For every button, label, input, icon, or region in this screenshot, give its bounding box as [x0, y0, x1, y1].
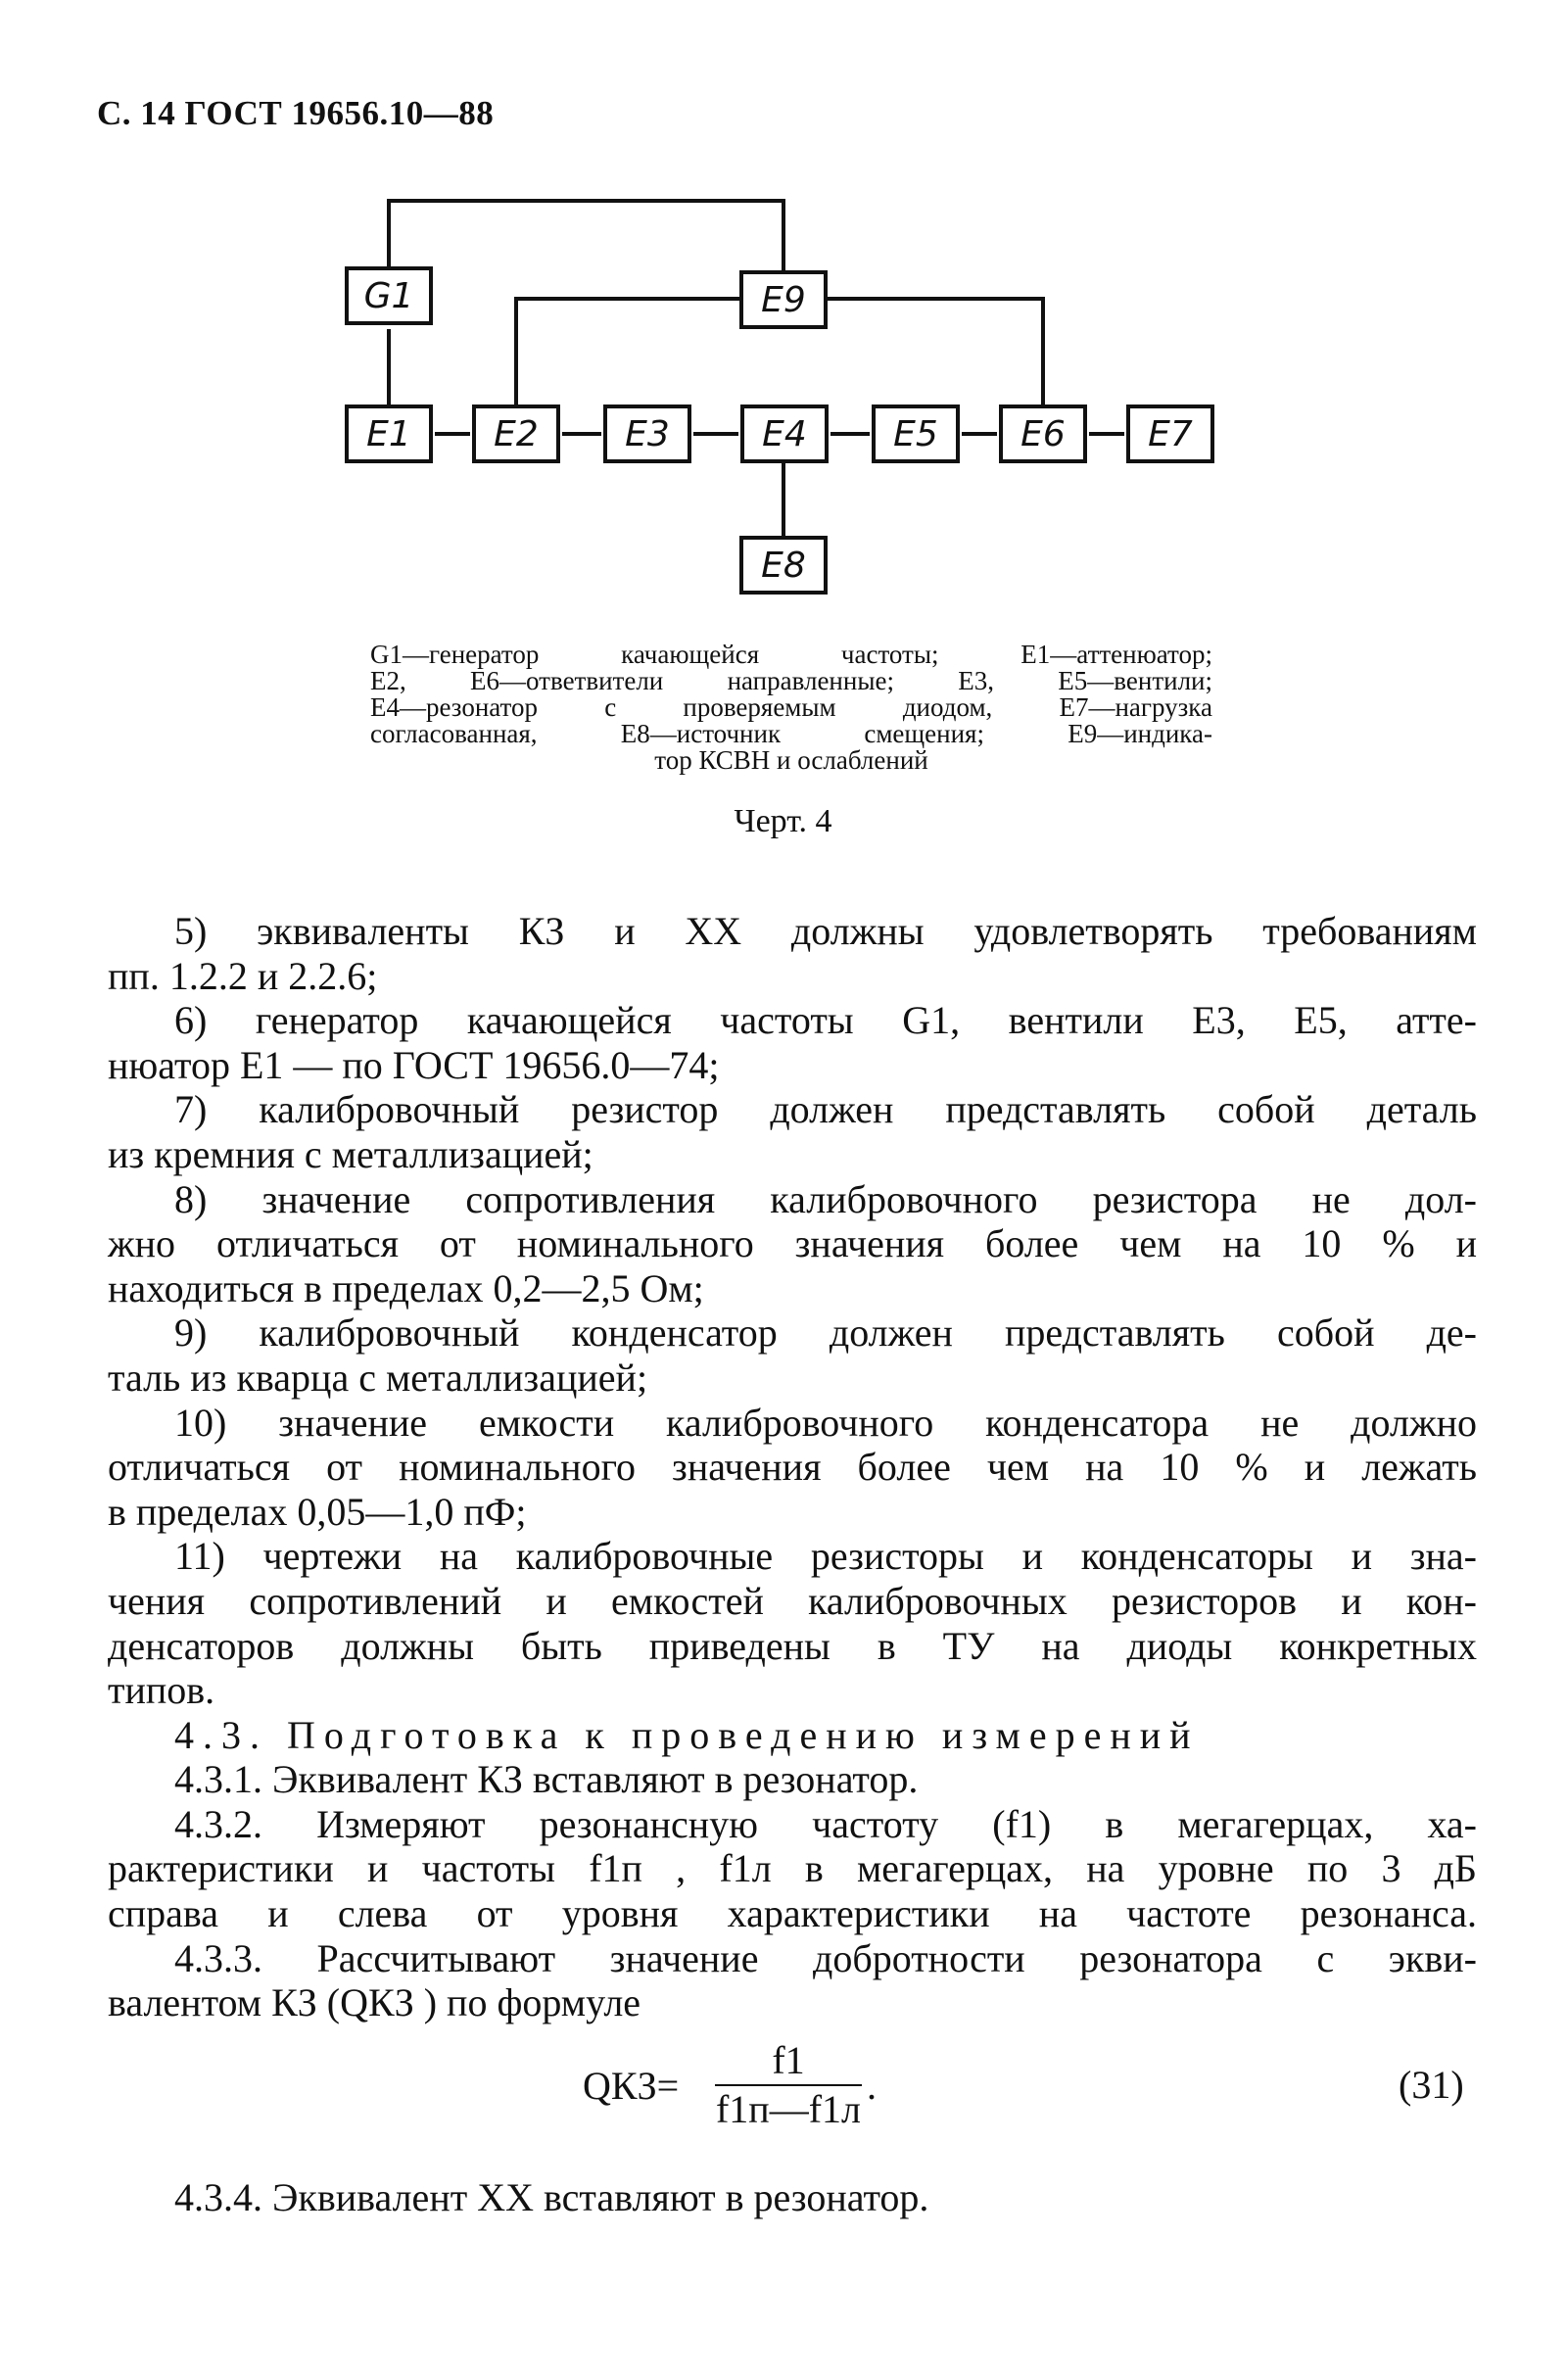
- formula-end: .: [867, 2064, 877, 2108]
- block-e9: E9: [739, 270, 828, 329]
- equation-number: (31): [1399, 2063, 1464, 2107]
- caption-line: согласованная, E8—источник смещения; E9—индика-: [370, 719, 1212, 748]
- block-e5: E5: [872, 405, 960, 463]
- text-line: 4.3.1. Эквивалент КЗ вставляют в резонатор.: [174, 1757, 919, 1802]
- text-line: пп. 1.2.2 и 2.2.6;: [108, 953, 378, 998]
- text-line: 4.3.2. Измеряют резонансную частоту (f1) в мегагерцах, ха-: [174, 1801, 1477, 1846]
- text-line: в пределах 0,05—1,0 пФ;: [108, 1489, 527, 1534]
- text-line: нюатор E1 — по ГОСТ 19656.0—74;: [108, 1042, 720, 1087]
- page-header: С. 14 ГОСТ 19656.10—88: [97, 94, 495, 132]
- text-line: денсаторов должны быть приведены в ТУ на диоды конкретных: [108, 1623, 1477, 1668]
- figure-caption: [370, 642, 1212, 774]
- text-line: таль из кварца с металлизацией;: [108, 1355, 648, 1400]
- text-line: 4.3.3. Рассчитывают значение добротности резонатора с экви-: [174, 1935, 1477, 1980]
- text-line: справа и слева от уровня характеристики на частоте резонанса.: [108, 1891, 1477, 1936]
- text-line: находиться в пределах 0,2—2,5 Ом;: [108, 1265, 704, 1310]
- formula-denominator: f1п—f1л: [715, 2087, 861, 2131]
- text-line: 10) значение емкости калибровочного конденсатора не должно: [174, 1400, 1477, 1445]
- block-g1: G1: [345, 266, 433, 325]
- final-paragraph: 4.3.4. Эквивалент ХХ вставляют в резонатор.: [174, 2175, 929, 2219]
- text-line: отличаться от номинального значения более чем на 10 % и лежать: [108, 1445, 1477, 1490]
- formula-lhs: QКЗ=: [583, 2064, 680, 2108]
- caption-line: E2, E6—ответвители направленные; E3, E5—вентили;: [370, 666, 1212, 695]
- body-text: [108, 909, 1477, 2025]
- text-line: 5) эквиваленты КЗ и ХХ должны удовлетворять требованиям: [174, 909, 1477, 953]
- block-e8: E8: [739, 536, 828, 595]
- block-diagram: [323, 191, 1234, 622]
- text-line: 6) генератор качающейся частоты G1, вентили E3, E5, атте-: [174, 998, 1477, 1043]
- formula-fraction: [715, 2037, 862, 2133]
- block-e2: E2: [472, 405, 560, 463]
- block-e7: E7: [1126, 405, 1214, 463]
- figure-label: Черт. 4: [734, 803, 832, 839]
- text-line: 8) значение сопротивления калибровочного резистора не дол-: [174, 1176, 1477, 1221]
- caption-line: тор КСВН и ослаблений: [654, 745, 928, 775]
- text-line: жно отличаться от номинального значения более чем на 10 % и: [108, 1221, 1477, 1266]
- caption-line: E4—резонатор с проверяемым диодом, E7—нагрузка: [370, 692, 1212, 722]
- formula-31: [583, 2037, 906, 2145]
- text-line: 11) чертежи на калибровочные резисторы и конденсаторы и зна-: [174, 1534, 1477, 1579]
- caption-line: G1—генератор качающейся частоты; E1—аттенюатор;: [370, 640, 1212, 669]
- block-e6: E6: [999, 405, 1087, 463]
- section-heading: 4.3. Подготовка к проведению измерений: [174, 1712, 1200, 1757]
- text-line: 7) калибровочный резистор должен представлять собой деталь: [174, 1087, 1477, 1132]
- text-line: рактеристики и частоты f1п , f1л в мегагерцах, на уровне по 3 дБ: [108, 1846, 1477, 1891]
- block-e3: E3: [603, 405, 691, 463]
- formula-numerator: f1: [772, 2038, 805, 2082]
- text-line: валентом КЗ (QКЗ ) по формуле: [108, 1980, 641, 2025]
- block-e4: E4: [740, 405, 829, 463]
- text-line: из кремния с металлизацией;: [108, 1131, 593, 1176]
- block-e1: E1: [345, 405, 433, 463]
- text-line: 9) калибровочный конденсатор должен представлять собой де-: [174, 1310, 1477, 1356]
- text-line: типов.: [108, 1668, 215, 1713]
- text-line: чения сопротивлений и емкостей калибровочных резисторов и кон-: [108, 1578, 1477, 1623]
